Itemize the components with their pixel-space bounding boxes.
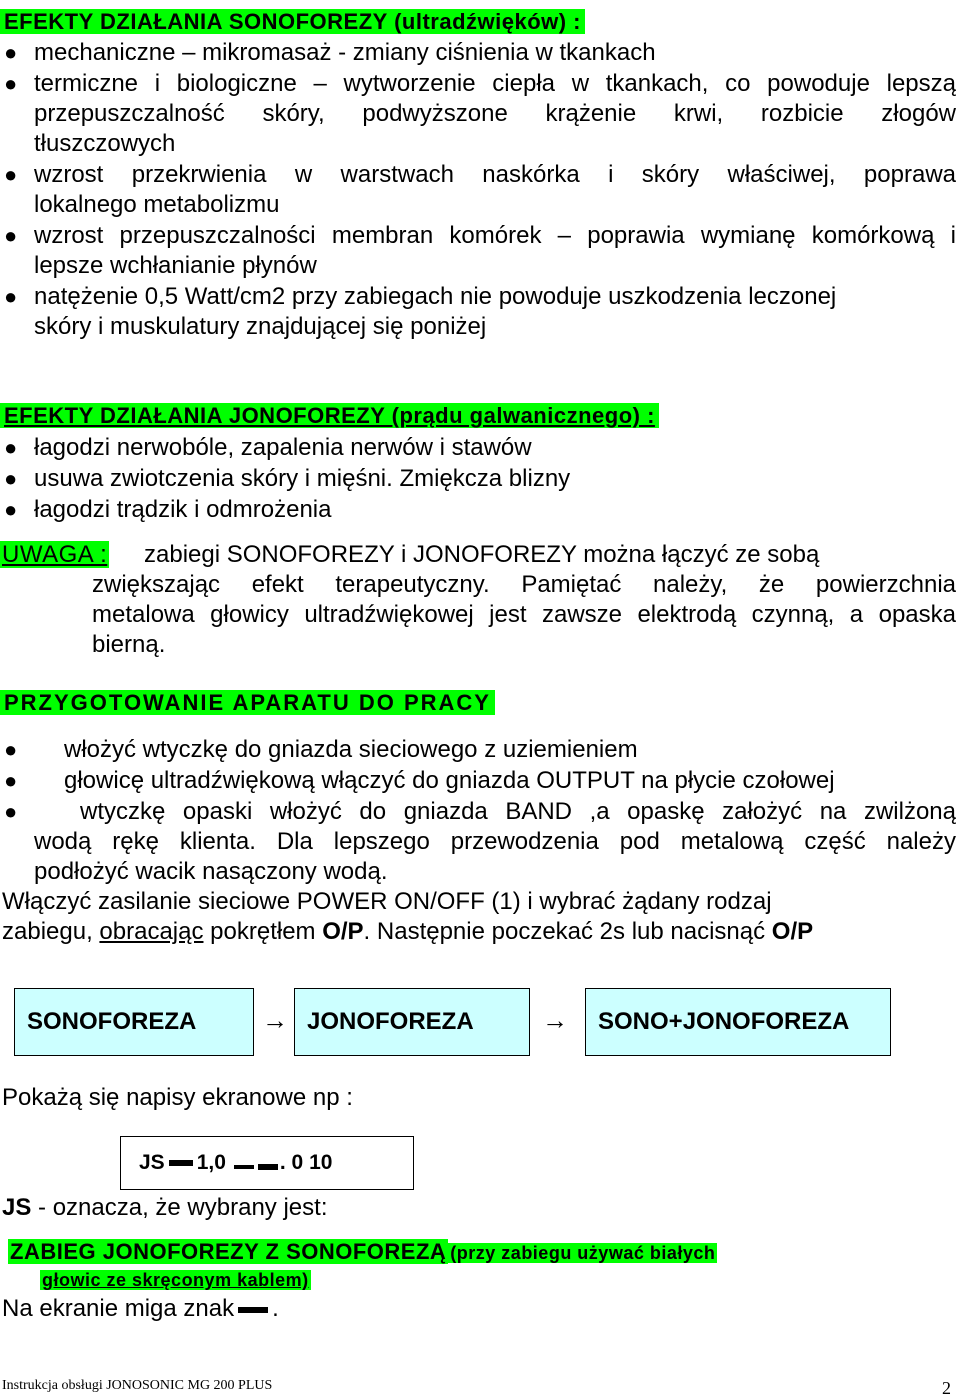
sono-item-2-line-2: przepuszczalność skóry, podwyższone krążenie krwi, rozbicie złogów (34, 100, 956, 127)
prep-heading-text: PRZYGOTOWANIE APARATU DO PRACY (0, 690, 495, 715)
sono-item-3-line-2: lokalnego metabolizmu (34, 191, 280, 218)
bullet-icon: ● (4, 497, 18, 522)
combined-banner-line-1 (8, 1238, 717, 1267)
combined-banner-title: ZABIEG JONOFOREZY Z SONOFOREZĄ (10, 1239, 447, 1264)
sono-item-5-line-2: skóry i muskulatury znajdującej się poniżej (34, 313, 487, 340)
arrow-right-icon: → (262, 1005, 288, 1035)
blink-bar-icon (238, 1307, 268, 1313)
prep-para-line-2 (2, 917, 813, 947)
op-key-label: O/P (322, 918, 364, 945)
bullet-icon: ● (4, 466, 18, 491)
jono-item-3: łagodzi trądzik i odmrożenia (34, 496, 332, 523)
jono-item-1: łagodzi nerwobóle, zapalenia nerwów i stawów (34, 434, 532, 461)
combined-banner-note-1: (przy zabiegu używać białych (450, 1243, 716, 1263)
sono-item-4-line-1: wzrost przepuszczalności membran komórek – poprawia wymianę komórkową i (34, 222, 956, 249)
blink-note-text: Na ekranie miga znak (2, 1295, 235, 1322)
lcd-js-text: JS (139, 1151, 165, 1174)
lcd-tail: . 0 10 (279, 1151, 333, 1174)
bullet-icon: ● (4, 768, 18, 793)
sono-item-5-line-1: natężenie 0,5 Watt/cm2 przy zabiegach nie powoduje uszkodzenia leczonej (34, 283, 837, 310)
bullet-icon: ● (4, 223, 18, 248)
mode-box-jonoforeza (294, 988, 530, 1056)
prep-item-1: włożyć wtyczkę do gniazda sieciowego z uziemieniem (64, 736, 638, 763)
mode-box-sonoforeza (14, 988, 254, 1056)
js-label: JS (2, 1194, 32, 1221)
uwaga-label-text: UWAGA : (2, 541, 108, 568)
prep-heading (0, 688, 495, 718)
bullet-icon: ● (4, 162, 18, 187)
footer-text: Instrukcja obsługi JONOSONIC MG 200 PLUS (2, 1378, 273, 1393)
jono-heading-text: EFEKTY DZIAŁANIA JONOFOREZY (prądu galwanicznego) : (0, 403, 659, 428)
mode-box-sono-jonoforeza (585, 988, 891, 1056)
page-number: 2 (942, 1378, 951, 1398)
bullet-icon: ● (4, 799, 18, 824)
prep-para-wait: . Następnie poczekać 2s lub nacisnąć (363, 918, 766, 945)
jono-heading (0, 401, 659, 431)
prep-para-pokretlem: pokrętłem (210, 918, 316, 945)
prep-para-zabiegu: zabiegu, (2, 918, 93, 945)
blink-note (2, 1294, 279, 1324)
bullet-icon: ● (4, 71, 18, 96)
arrow-right-icon: → (542, 1005, 568, 1035)
bullet-icon: ● (4, 435, 18, 460)
prep-para-obracajac: obracając (99, 918, 204, 945)
sono-item-3-line-1: wzrost przekrwienia w warstwach naskórka i skóry właściwej, poprawa (34, 161, 956, 188)
lcd-display-example (120, 1136, 414, 1190)
lcd-bars-icon (232, 1155, 280, 1179)
uwaga-line-4: bierną. (92, 631, 166, 658)
blink-note-end: . (272, 1295, 279, 1322)
mode-label-sonoforeza: SONOFOREZA (27, 1008, 197, 1035)
uwaga-line-2: zwiększając efekt terapeutyczny. Pamiętać należy, że powierzchnia (92, 571, 956, 598)
bullet-icon: ● (4, 737, 18, 762)
uwaga-line-3: metalowa głowicy ultradźwiękowej jest zawsze elektrodą czynną, a opaska (92, 601, 956, 628)
combined-banner-note-2: głowic ze skręconym kablem) (42, 1270, 309, 1290)
sono-item-2-line-3: tłuszczowych (34, 130, 176, 157)
sono-item-2-line-1: termiczne i biologiczne – wytworzenie ciepła w tkankach, co powoduje lepszą (34, 70, 956, 97)
op-key-label: O/P (771, 918, 814, 945)
jono-item-2: usuwa zwiotczenia skóry i mięśni. Zmiękcza blizny (34, 465, 571, 492)
bullet-icon: ● (4, 40, 18, 65)
sono-item-1: mechaniczne – mikromasaż - zmiany ciśnienia w tkankach (34, 39, 656, 66)
prep-item-3-line-1: wtyczkę opaski włożyć do gniazda BAND ,a opaskę założyć na zwilżoną (80, 798, 956, 825)
lcd-value: 1,0 (196, 1151, 226, 1174)
sono-heading (0, 7, 585, 37)
prep-item-3-line-2: wodą rękę klienta. Dla lepszego przewodzenia pod metalową część należy (34, 828, 956, 855)
combined-banner-line-2 (40, 1266, 311, 1293)
sono-heading-text: EFEKTY DZIAŁANIA SONOFOREZY (ultradźwięków) : (0, 9, 585, 34)
sono-item-4-line-2: lepsze wchłanianie płynów (34, 252, 317, 279)
js-explanation (2, 1193, 327, 1223)
uwaga-line-1: zabiegi SONOFOREZY i JONOFOREZY można łączyć ze sobą (144, 541, 820, 568)
prep-para-line-1: Włączyć zasilanie sieciowe POWER ON/OFF (1) i wybrać żądany rodzaj (2, 888, 772, 915)
uwaga-label (0, 540, 109, 570)
prep-item-2: głowicę ultradźwiękową włączyć do gniazda OUTPUT na płycie czołowej (64, 767, 835, 794)
prep-item-3-line-3: podłożyć wacik nasączony wodą. (34, 858, 388, 885)
js-desc: - oznacza, że wybrany jest: (38, 1194, 328, 1221)
mode-label-jonoforeza: JONOFOREZA (307, 1008, 474, 1035)
blink-bar-icon (169, 1160, 193, 1166)
mode-label-sono-jonoforeza: SONO+JONOFOREZA (598, 1008, 850, 1035)
bullet-icon: ● (4, 284, 18, 309)
display-intro: Pokażą się napisy ekranowe np : (2, 1084, 353, 1111)
